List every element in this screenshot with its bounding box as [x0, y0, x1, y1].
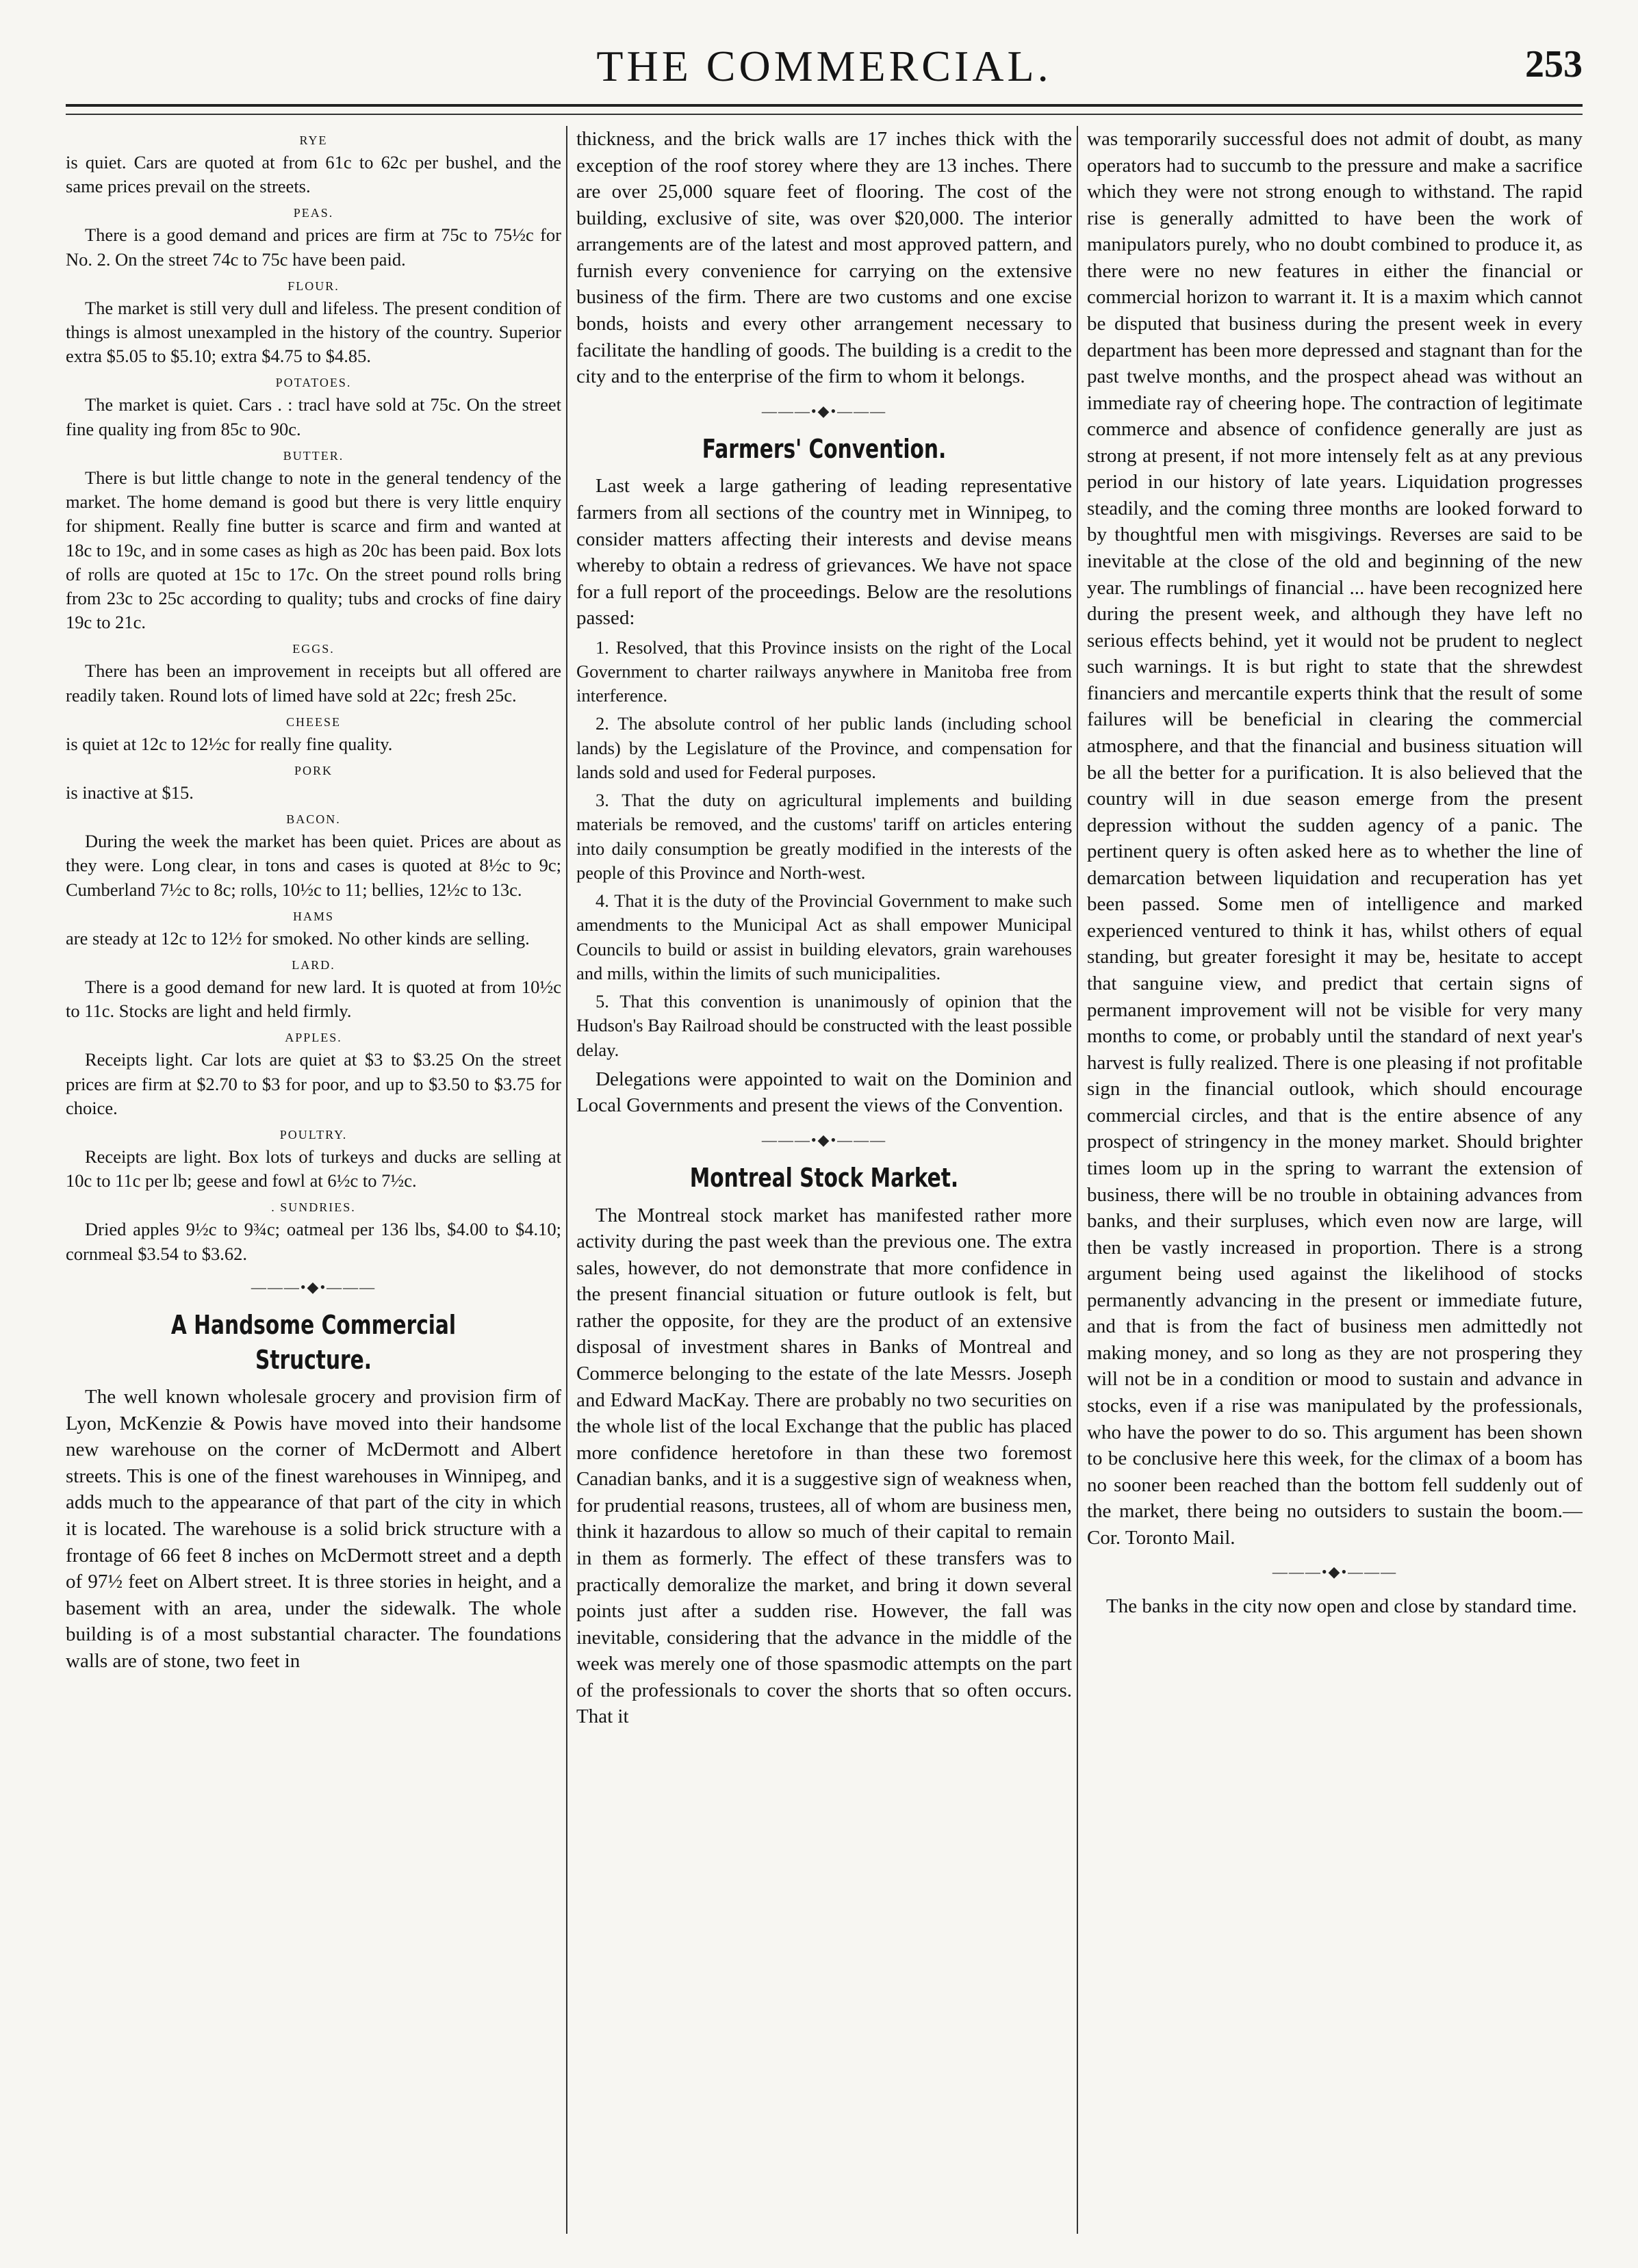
section-heading: POTATOES.	[275, 376, 352, 390]
section-heading: HAMS	[292, 909, 334, 923]
ornament-divider: ———•◆•———	[1272, 1563, 1398, 1581]
publication-title: THE COMMERCIAL.	[596, 42, 1052, 90]
market-report: Dried apples 9½c to 9¾c; oatmeal per 136 lbs, $4.00 to $4.10; cornmeal $3.54 to $3.62.	[66, 1219, 561, 1264]
market-report: Receipts light. Car lots are quiet at $3 to $3.25 On the street prices are firm at $2.70 to $3 for poor, and up to $3.50 to $3.75 for choice.	[66, 1049, 561, 1118]
resolution: 2. The absolute control of her public lands (including school lands) by the Legislature of the Province, and compensation for lands sold and used for Federal purposes.	[576, 713, 1072, 782]
resolution: 3. That the duty on agricultural implements and building materials be removed, and the customs' tariff on articles entering into daily consumption be greatly modified in the interests of the people of this Province and North-west.	[576, 790, 1072, 883]
page-number: 253	[1525, 43, 1583, 86]
section-heading: PEAS.	[293, 206, 334, 220]
market-report: Receipts are light. Box lots of turkeys and ducks are selling at 10c to 11c per lb; geese and fowl at 6½c to 7½c.	[66, 1146, 561, 1191]
article-body: thickness, and the brick walls are 17 inches thick with the exception of the roof storey where they are 13 inches. There are over 25,000 square feet of flooring. The cost of the building, exclusive of site, was over $20,000. The interior arrangements are of the latest and most approved pattern, and furnish every convenience for carrying on the extensive business of the firm. There are two customs and one excise bonds, hoists and every other arrangement necessary to facilitate the handling of goods. The building is a credit to the city and to the enterprise of the firm to whom it belongs.	[576, 128, 1072, 388]
header-rule	[66, 104, 1583, 107]
page-header	[66, 41, 1583, 107]
news-brief: The banks in the city now open and close by standard time.	[1106, 1595, 1577, 1617]
section-heading: PORK	[294, 764, 333, 778]
article-headline: Montreal Stock Market.	[689, 1163, 959, 1194]
market-report: are steady at 12c to 12½ for smoked. No other kinds are selling.	[66, 927, 530, 949]
market-report: There has been an improvement in receipts but all offered are readily taken. Round lots of limed have sold at 22c; fresh 25c.	[66, 660, 561, 706]
ornament-divider: ———•◆•———	[761, 402, 887, 420]
resolution: 1. Resolved, that this Province insists on the right of the Local Government to charter railways anywhere in Manitoba free from interference.	[576, 636, 1072, 706]
section-heading: CHEESE	[285, 714, 341, 729]
market-report: The market is quiet. Cars . : tracl have sold at 75c. On the street fine quality ing from 85c to 90c.	[66, 394, 561, 439]
column-3	[1087, 126, 1583, 2234]
column-1	[66, 126, 561, 2234]
section-heading: EGGS.	[292, 642, 335, 656]
section-heading: BUTTER.	[283, 448, 344, 463]
article-body: was temporarily successful does not admit of doubt, as many operators had to succumb to the pressure and make a sacrifice which they were not strong enough to withstand. The rapid rise is generally admitted to have been the work of manipulators purely, who no doubt combined to produce it, as there were no new features in either the financial or commercial horizon to warrant it. It is a maxim which cannot be disputed that business during the present week in every department has been more depressed and stagnant than for the past twelve months, and the prospect ahead was without an immediate ray of cheering hope. The contraction of legitimate commerce and absence of confidence generally are just as strong at present, if not more intensely felt as at any previous period in our history of late years. Liquidation progresses steadily, and the coming three months are looked forward to by thoughtful men with misgivings. Reverses are said to be inevitable at the close of the old and beginning of the new year. The rumblings of financial ... have been recognized here during the present week, and although they have left no serious effects behind, yet it would not be prudent to neglect such warnings. It is but right to state that the shrewdest financiers and mercantile experts think that the result of some failures will be beneficial in clearing the commercial atmosphere, and that the financial and business situation will be all the better for a purification. It is also believed that the country will in due season emerge from the present depression without the sudden agency of a panic. The pertinent query is often asked here as to whether the line of demarcation between liquidation and recuperation has yet been passed. Some men of intelligence and marked experienced ventured to think it has, whilst others of equal standing, but greater foresight it may be, hesitate to accept that sanguine view, and predict that certain signs of permanent improvement will not be visible for very many months to come, or probably until the standard of next year's harvest is fully realized. There is one pleasing if not profitable sign in the financial outlook, which should encourage commercial circles, and that is the entire absence of any prospect of stringency in the money market. Should brighter times loom up in the spring to warrant the extension of business, there will be no trouble in obtaining advances from banks, and their surpluses, which even now are large, will then be vastly increased in proportion. There is a strong argument being used against the likelihood of stocks permanently advancing in the present or immediate future, and that is from the fact of business men admittedly not making money, and so long as they are not prospering they will not be in a condition or mood to sustain and advance in stocks, even if a rise was manipulated by the professionals, who have the power to do so. This argument has been shown to be conclusive here this week, for the climax of a boom has no sooner been reached than the bottom fell suddenly out of the market, there being no outsiders to sustain the boom.—Cor. Toronto Mail.	[1087, 128, 1583, 1549]
column-divider	[1077, 126, 1078, 2234]
article-body: Delegations were appointed to wait on the Dominion and Local Governments and present the views of the Convention.	[576, 1068, 1072, 1117]
article-headline: Farmers' Convention.	[702, 433, 947, 464]
market-report: There is a good demand for new lard. It is quoted at from 10½c to 11c. Stocks are light and held firmly.	[66, 976, 561, 1022]
header-rule-thin	[66, 114, 1583, 115]
article-body: The Montreal stock market has manifested rather more activity during the past week than the previous one. The extra sales, however, do not demonstrate that more confidence in the present financial situation or future outlook is felt, but rather the opposite, for they are the product of an extensive disposal of investment shares in Banks of Montreal and Commerce belonging to the estate of the late Messrs. Joseph and Edward MacKay. There are probably no two securities on the whole list of the local Exchange that the public has placed more confidence heretofore in than these two foremost Canadian banks, and it is a suggestive sign of weakness when, for prudential reasons, trustees, all of whom are business men, think it hazardous to allow so much of their capital to remain in them as formerly. The effect of these transfers was to practically demoralize the market, and bring it down several points just after a sudden rise. However, the fall was inevitable, considering that the advance in the middle of the week was merely one of those spasmodic attempts on the part of the professionals to cover the shorts that so often occurs. That it	[576, 1204, 1072, 1728]
market-report: There is but little change to note in the general tendency of the market. The home demand is good but there is very little enquiry for shipment. Really fine butter is scarce and firm and wanted at 18c to 19c, and in some cases as high as 20c has been paid. Box lots of rolls are quoted at 15c to 17c. On the street pound rolls bring from 23c to 25c according to quality; tubs and crocks of fine dairy 19c to 21c.	[66, 467, 561, 633]
market-report: is quiet at 12c to 12½c for really fine quality.	[66, 733, 393, 754]
article-body: Last week a large gathering of leading representative farmers from all sections of the country met in Winnipeg, to consider matters affecting their interests and devise means whereby to obtain a redress of grievances. We have not space for a full report of the proceedings. Below are the resolutions passed:	[576, 475, 1072, 630]
resolution: 5. That this convention is unanimously of opinion that the Hudson's Bay Railroad should be constructed with the least possible delay.	[576, 991, 1072, 1060]
section-heading: APPLES.	[285, 1031, 342, 1045]
article-headline: A Handsome Commercial Structure.	[170, 1310, 457, 1375]
section-heading: POULTRY.	[279, 1128, 348, 1142]
market-report: is quiet. Cars are quoted at from 61c to 62c per bushel, and the same prices prevail on the streets.	[66, 151, 561, 197]
column-2	[576, 126, 1072, 2234]
section-heading: RYE	[299, 133, 328, 147]
section-heading: FLOUR.	[287, 279, 340, 293]
article-body: The well known wholesale grocery and provision firm of Lyon, McKenzie & Powis have moved into their handsome new warehouse on the corner of McDermott and Albert streets. This is one of the finest warehouses in Winnipeg, and adds much to the appearance of that part of the city in which it is located. The warehouse is a solid brick structure with a frontage of 66 feet 8 inches on McDermott street and a depth of 97½ feet on Albert street. It is three stories in height, and a basement with an area, under the sidewalk. The whole building is of a most substantial character. The foundations walls are of stone, two feet in	[66, 1386, 561, 1672]
column-divider	[566, 126, 567, 2234]
market-report: is inactive at $15.	[66, 782, 194, 803]
market-report: The market is still very dull and lifeless. The present condition of things is almost unexampled in the history of the country. Superior extra $5.05 to $5.10; extra $4.75 to $4.85.	[66, 297, 561, 367]
ornament-divider: ———•◆•———	[761, 1131, 887, 1148]
section-heading: . SUNDRIES.	[271, 1200, 356, 1215]
ornament-divider: ———•◆•———	[251, 1278, 376, 1296]
market-report: During the week the market has been quiet. Prices are about as they were. Long clear, in tons and cases is quoted at 8½c to 9c; Cumberland 7½c to 8c; rolls, 10½c to 11; bellies, 12½c to 13c.	[66, 831, 561, 900]
market-report: There is a good demand and prices are firm at 75c to 75½c for No. 2. On the street 74c to 75c have been paid.	[66, 224, 561, 270]
resolution: 4. That it is the duty of the Provincial Government to make such amendments to the Municipal Act as shall empower Municipal Councils to build or assist in building elevators, grain warehouses and mills, within the limits of such municipalities.	[576, 890, 1072, 983]
section-heading: LARD.	[292, 958, 335, 972]
section-heading: BACON.	[286, 812, 341, 827]
